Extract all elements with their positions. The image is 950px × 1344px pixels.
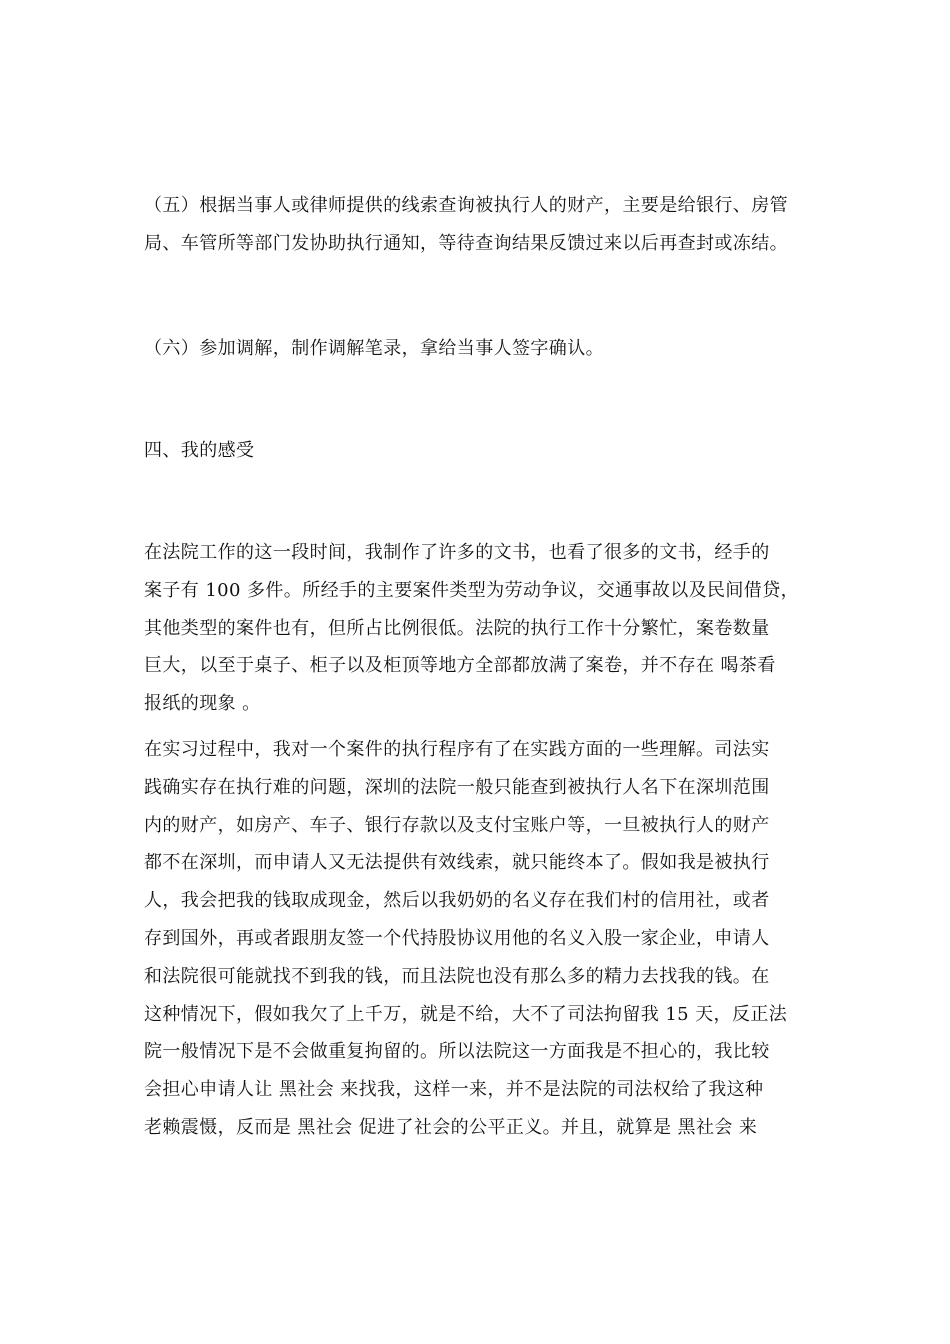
paragraph-court-work: 在法院工作的这一段时间，我制作了许多的文书，也看了很多的文书，经手的 案子有 100 多件。所经手的主要案件类型为劳动争议，交通事故以及民间借贷， 其他类型的案件也有，但所占比例很低。法院的执行工作十分繁忙，案卷数量 巨大，以至于桌子、柜子以及柜顶等地方全部都放满了案卷，并不存在 喝茶看 报纸的现象 。: [144, 542, 799, 715]
paragraph-internship-reflection: 在实习过程中，我对一个案件的执行程序有了在实践方面的一些理解。司法实 践确实存在执行难的问题，深圳的法院一般只能查到被执行人名下在深圳范围 内的财产，如房产、车子、银行存款以及支付宝账户等，一旦被执行人的财产 都不在深圳，而申请人又无法提供有效线索，就只能终本了。假如我是被执行 人，我会把我的钱取成现金，然后以我奶奶的名义存在我们村的信用社，或者 存到国外，再或者跟朋友签一个代持股协议用他的名义入股一家企业，申请人 和法院很可能就找不到我的钱，而且法院也没有那么多的精力去找我的钱。在 这种情况下，假如我欠了上千万，就是不给，大不了司法拘留我 15 天，反正法 院一般情况下是不会做重复拘留的。所以法院这一方面我是不担心的，我比较 会担心申请人让 黑社会 来找我，这样一来，并不是法院的司法权给了我这种 老赖震慑，反而是 黑社会 促进了社会的公平正义。并且，就算是 黑社会 来: [144, 739, 788, 1138]
paragraph-mediation: （六）参加调解，制作调解笔录，拿给当事人签字确认。: [144, 338, 604, 359]
paragraph-asset-inquiry: （五）根据当事人或律师提供的线索查询被执行人的财产，主要是给银行、房管 局、车管所等部门发协助执行通知，等待查询结果反馈过来以后再查封或冻结。: [144, 195, 788, 254]
section-heading-my-feelings: 四、我的感受: [144, 440, 255, 461]
